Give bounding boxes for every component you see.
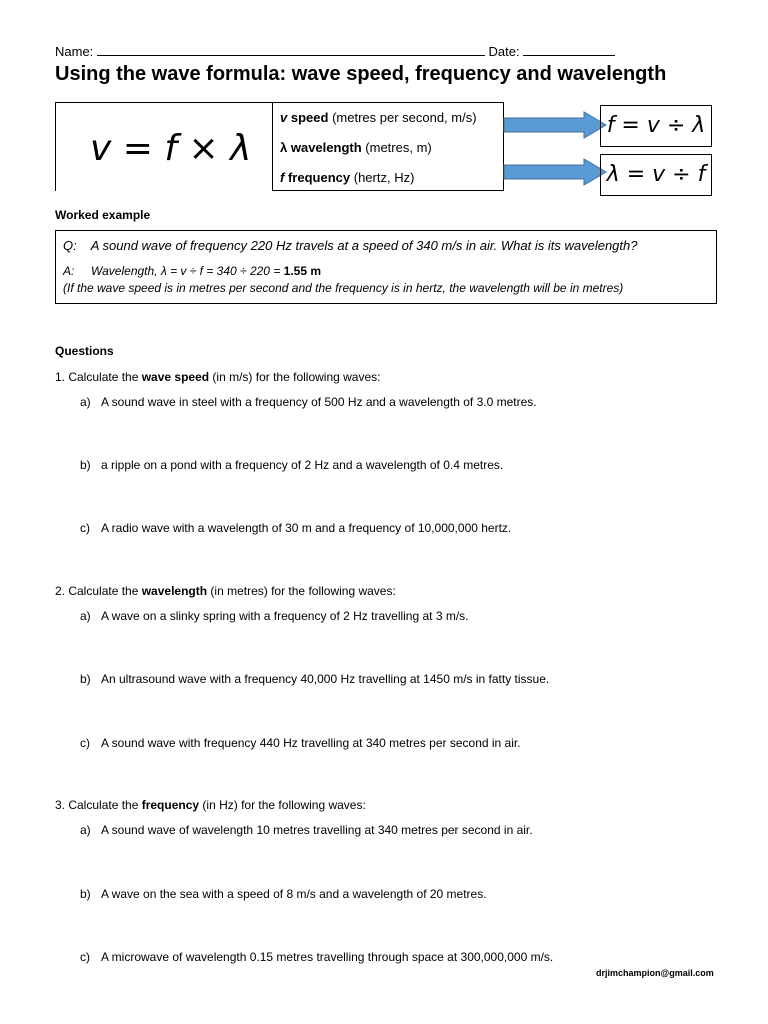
page-title: Using the wave formula: wave speed, frequency and wavelength [55, 63, 667, 85]
var-symbol: λ [280, 140, 288, 155]
heading-pre: 3. Calculate the [55, 798, 142, 812]
item-text: An ultrasound wave with a frequency 40,000 Hz travelling at 1450 m/s in fatty tissue. [101, 672, 550, 686]
item-letter: c) [80, 736, 90, 750]
item-letter: c) [80, 950, 90, 964]
var-symbol: v [280, 110, 288, 125]
question-item [80, 458, 503, 472]
heading-pre: 1. Calculate the [55, 370, 142, 384]
item-letter: b) [80, 672, 91, 686]
item-text: A wave on the sea with a speed of 8 m/s and a wavelength of 20 metres. [101, 887, 487, 901]
a-prefix: A: [63, 264, 75, 278]
item-text: A sound wave in steel with a frequency of 500 Hz and a wavelength of 3.0 metres. [101, 395, 537, 409]
item-letter: b) [80, 887, 91, 901]
question-heading [55, 584, 396, 598]
date-blank[interactable] [523, 55, 615, 56]
q-prefix: Q: [63, 238, 77, 253]
question-heading [55, 798, 366, 812]
heading-post: (in metres) for the following waves: [207, 584, 396, 598]
heading-pre: 2. Calculate the [55, 584, 142, 598]
main-formula: v = f × λ [90, 128, 252, 169]
heading-post: (in m/s) for the following waves: [209, 370, 381, 384]
worked-answer [63, 264, 321, 278]
formula-wavelength-box: λ = v ÷ f [600, 154, 712, 196]
var-unit: (metres per second, m/s) [332, 110, 477, 125]
question-item [80, 887, 487, 901]
formula-box-bottom [272, 190, 503, 191]
formula-frequency-box: f = v ÷ λ [600, 105, 712, 147]
worked-example-label: Worked example [55, 208, 151, 222]
questions-label: Questions [55, 344, 114, 358]
item-text: A wave on a slinky spring with a frequency of 2 Hz travelling at 3 m/s. [101, 609, 469, 623]
item-text: A sound wave with frequency 440 Hz travelling at 340 metres per second in air. [101, 736, 521, 750]
name-blank[interactable] [97, 55, 485, 56]
question-item [80, 521, 511, 535]
item-text: A microwave of wavelength 0.15 metres travelling through space at 300,000,000 m/s. [101, 950, 554, 964]
arrow-right-icon [500, 157, 610, 187]
var-unit: (hertz, Hz) [353, 170, 415, 185]
question-item [80, 395, 537, 409]
heading-bold: wavelength [141, 584, 208, 598]
item-text: A sound wave of wavelength 10 metres travelling at 340 metres per second in air. [101, 823, 533, 837]
heading-bold: frequency [141, 798, 200, 812]
worked-note: (If the wave speed is in metres per second and the frequency is in hertz, the wavelength will be in metres) [63, 281, 624, 295]
item-letter: b) [80, 458, 91, 472]
var-speed [280, 110, 477, 125]
a-result: 1.55 m [283, 264, 322, 278]
item-letter: a) [80, 609, 91, 623]
name-date-line [55, 44, 615, 59]
heading-post: (in Hz) for the following waves: [199, 798, 366, 812]
question-item [80, 672, 549, 686]
worked-question [63, 238, 637, 253]
name-label: Name: [55, 44, 94, 59]
formula-divider [272, 103, 273, 191]
item-letter: a) [80, 823, 91, 837]
var-frequency [280, 170, 414, 185]
var-name: wavelength [290, 140, 362, 155]
heading-bold: wave speed [141, 370, 210, 384]
item-letter: c) [80, 521, 90, 535]
var-wavelength [280, 140, 432, 155]
item-letter: a) [80, 395, 91, 409]
question-item [80, 609, 469, 623]
footer-email: drjimchampion@gmail.com [596, 968, 714, 978]
q-text: A sound wave of frequency 220 Hz travels at a speed of 340 m/s in air. What is its wavelength? [90, 238, 638, 253]
arrow-right-icon [500, 110, 610, 140]
var-symbol: f [280, 170, 285, 185]
var-unit: (metres, m) [365, 140, 432, 155]
item-text: A radio wave with a wavelength of 30 m and a frequency of 10,000,000 hertz. [101, 521, 512, 535]
a-text: Wavelength, λ = v ÷ f = 340 ÷ 220 = [91, 264, 284, 278]
question-item [80, 736, 521, 750]
date-label: Date: [488, 44, 520, 59]
question-heading [55, 370, 381, 384]
question-item [80, 950, 553, 964]
var-name: speed [290, 110, 329, 125]
question-item [80, 823, 533, 837]
var-name: frequency [287, 170, 351, 185]
item-text: a ripple on a pond with a frequency of 2 Hz and a wavelength of 0.4 metres. [101, 458, 504, 472]
